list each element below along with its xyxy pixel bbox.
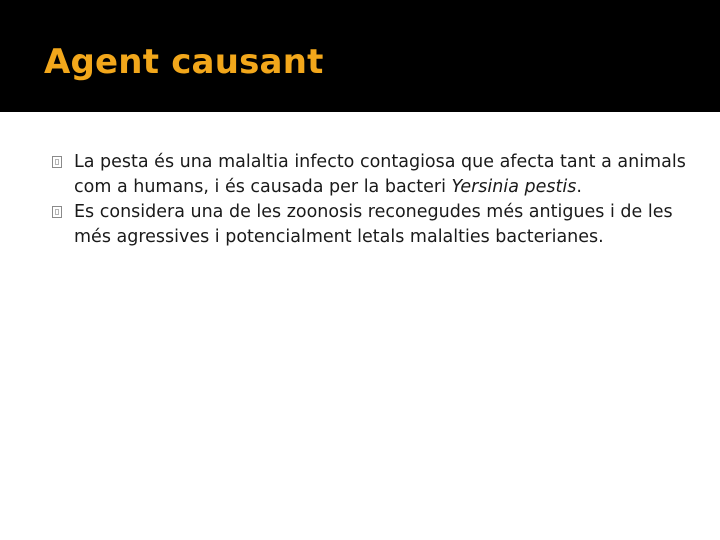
bullet-list [52, 150, 692, 250]
bullet-item [52, 150, 692, 200]
square-bullet-icon [52, 206, 62, 218]
slide-title: Agent causant [44, 42, 324, 82]
bullet-text: Es considera una de les zoonosis reconegudes més antigues i de les més agressives i potencialment letals malalties bacterianes. [74, 202, 673, 247]
species-name: Yersinia pestis [451, 177, 577, 197]
bullet-item [52, 200, 692, 250]
bullet-text: La pesta és una malaltia infecto contagiosa que afecta tant a animals com a humans, i és causada per la bacteri [74, 152, 686, 197]
title-band [0, 0, 720, 112]
bullet-text-end: . [576, 177, 582, 197]
square-bullet-icon [52, 156, 62, 168]
